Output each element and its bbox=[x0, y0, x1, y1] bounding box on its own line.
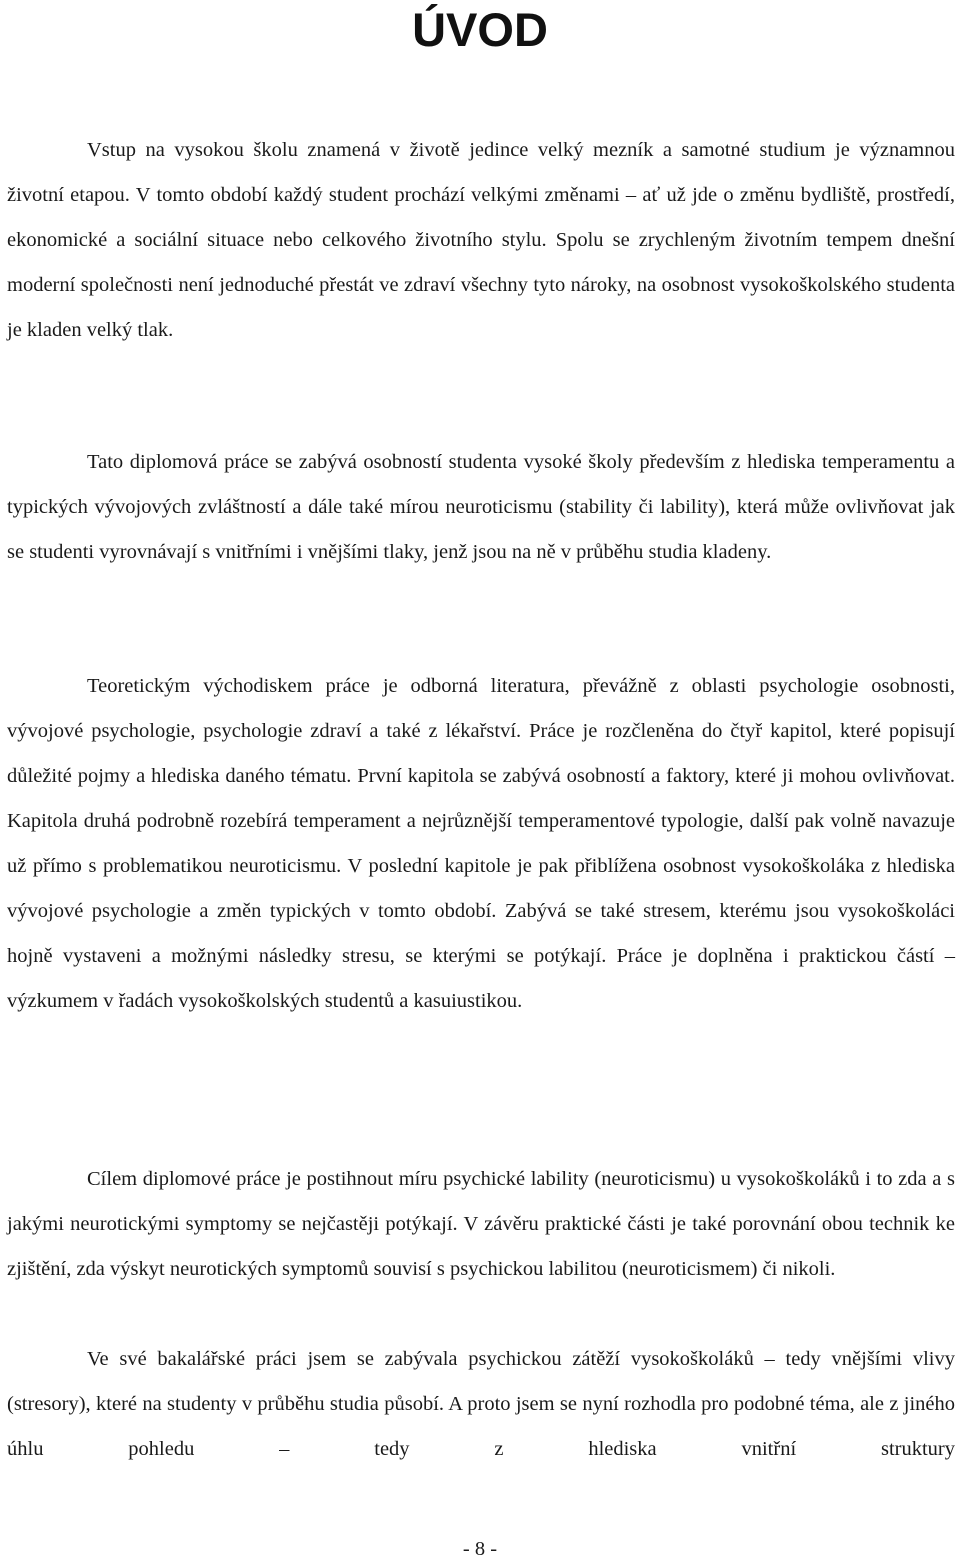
page-number: - 8 - bbox=[462, 1538, 498, 1560]
paragraph-theoretical-basis: Teoretickým východiskem práce je odborná literatura, převážně z oblasti psychologie osobnosti, vývojové psychologie, psychologie zdraví a také z lékařství. Práce je rozčleněna do čtyř kapitol, které popisují důležité pojmy a hlediska daného tématu. První kapitola se zabývá osobností a faktory, které ji mohou ovlivňovat. Kapitola druhá podrobně rozebírá temperament a nejrůznější temperamentové typologie, další pak volně navazuje už přímo s problematikou neuroticismu. V poslední kapitole je pak přiblížena osobnost vysokoškoláka z hlediska vývojové psychologie a změn typických v tomto období. Zabývá se také stresem, kterému jsou vysokoškoláci hojně vystaveni a možnými následky stresu, se kterými se potýkají. Práce je doplněna i praktickou částí – výzkumem v řadách vysokoškolských studentů a kasuiustikou. bbox=[7, 675, 955, 1012]
paragraph-intro: Vstup na vysokou školu znamená v životě jedince velký mezník a samotné studium je významnou životní etapou. V tomto období každý student prochází velkými změnami – ať už jde o změnu bydliště, prostředí, ekonomické a sociální situace nebo celkového životního stylu. Spolu se zrychleným životním tempem dnešní moderní společnosti není jednoduché přestát ve zdraví všechny tyto nároky, na osobnost vysokoškolského studenta je kladen velký tlak. bbox=[7, 139, 955, 341]
paragraph-bachelor-thesis: Ve své bakalářské práci jsem se zabývala psychickou zátěží vysokoškoláků – tedy vnějšími vlivy (stresory), které na studenty v průběhu studia působí. A proto jsem se nyní rozhodla pro podobné téma, ale z jiného úhlu pohledu – tedy z hlediska vnitřní struktury bbox=[7, 1348, 955, 1460]
paragraph-goal: Cílem diplomové práce je postihnout míru psychické lability (neuroticismu) u vysokoškoláků i to zda a s jakými neurotickými symptomy se nejčastěji potýkají. V závěru praktické části je také porovnání obou technik ke zjištění, zda výskyt neurotických symptomů souvisí s psychickou labilitou (neuroticismem) či nikoli. bbox=[7, 1168, 955, 1280]
paragraph-thesis-focus: Tato diplomová práce se zabývá osobností studenta vysoké školy především z hlediska temperamentu a typických vývojových zvláštností a dále také mírou neuroticismu (stability či lability), která může ovlivňovat jak se studenti vyrovnávají s vnitřními i vnějšími tlaky, jenž jsou na ně v průběhu studia kladeny. bbox=[7, 451, 955, 563]
page-title: ÚVOD bbox=[412, 3, 548, 56]
